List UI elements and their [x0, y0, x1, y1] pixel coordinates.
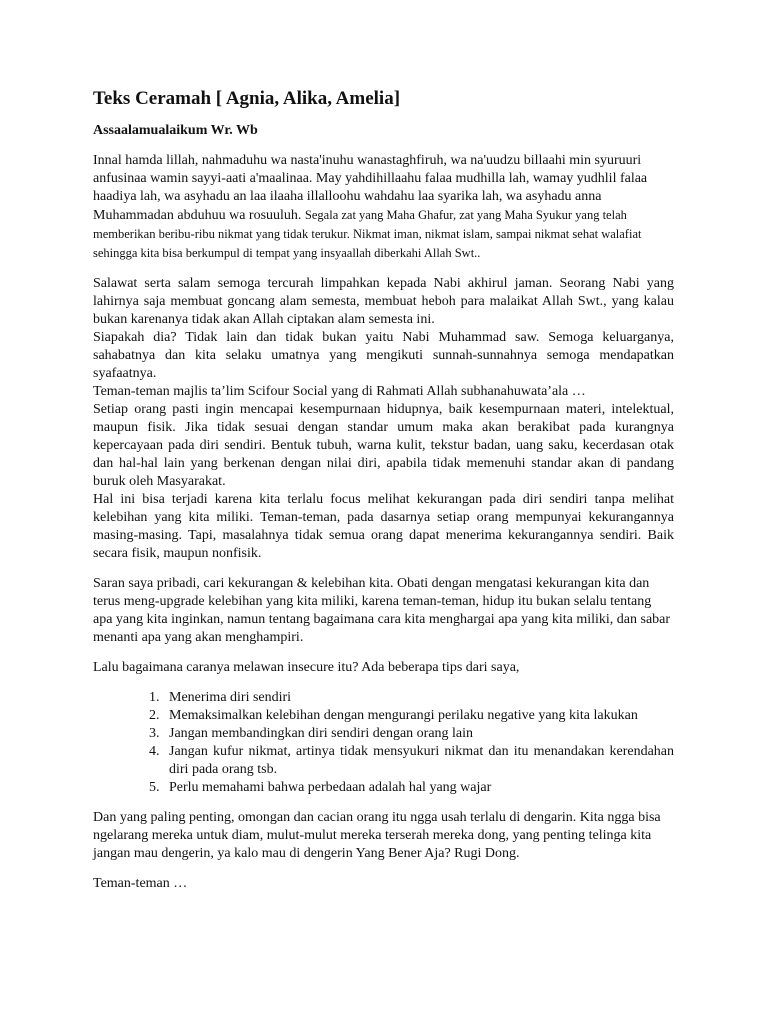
paragraph-dan: Dan yang paling penting, omongan dan cacian orang itu ngga usah terlalu di dengarin. Kita ngga bisa ngelarang mereka untuk diam, mulut-mulut mereka terserah mereka dong, yang penting telinga kita jangan mau dengerin, ya kalo mau di dengerin Yang Bener Aja? Rugi Dong. — [93, 810, 661, 861]
list-item: 3. Jangan membandingkan diri sendiri dengan orang lain — [163, 725, 674, 743]
paragraph-setiap: Setiap orang pasti ingin mencapai kesempurnaan hidupnya, baik kesempurnaan materi, intelektual, maupun fisik. Jika tidak sesuai dengan standar umum maka akan berakibat pada kurangnya kepercayaan pada diri sendiri. Bentuk tubuh, warna kulit, tekstur badan, uang saku, kecerdasan otak dan hal-hal lain yang berkenan dengan nilai diri, apabila tidak memenuhi standar akan di pandang buruk oleh Masyarakat. — [93, 402, 674, 489]
paragraph-salawat: Salawat serta salam semoga tercurah limpahkan kepada Nabi akhirul jaman. Seorang Nabi yang lahirnya saja membuat goncang alam semesta, membuat heboh para malaikat Allah Swt., yang kalau bukan karenanya tidak akan Allah ciptakan alam semesta ini. — [93, 276, 674, 327]
intro-main-text: Innal hamda lillah, nahmaduhu wa nasta'inuhu wanastaghfiruh, wa na'uudzu billaahi min syuruuri anfusinaa wamin sayyi-aati a'maalinaa. May yahdihillaahu falaa mudhilla lah, wamay yudhlil falaa haadiya lah, wa asyhadu an laa ilaaha illalloohu wahdahu laa syarika lah, wa asyhadu anna Muhammadan abduhuu wa rosuuluh. — [93, 153, 648, 223]
paragraph-saran: Saran saya pribadi, cari kekurangan & kelebihan kita. Obati dengan mengatasi kekurangan kita dan terus meng-upgrade kelebihan yang kita miliki, karena teman-teman, hidup itu bukan selalu tentang apa yang kita inginkan, namun tentang bagaimana cara kita menghargai apa yang kita miliki, dan sabar menanti apa yang akan menghampiri. — [93, 576, 671, 645]
intro-small-text: Segala zat yang Maha Ghafur, zat yang Maha Syukur yang telah memberikan beribu-ribu nikmat yang tidak terukur. Nikmat iman, nikmat islam, sampai nikmat sehat walafiat sehingga kita bisa berkumpul di tempat yang insyaallah diberkahi Allah Swt.. — [93, 208, 642, 260]
tips-list — [93, 689, 674, 797]
list-item: 2. Memaksimalkan kelebihan dengan mengurangi perilaku negative yang kita lakukan — [163, 707, 674, 725]
greeting: Assaalamualaikum Wr. Wb — [93, 123, 258, 138]
paragraph-teman: Teman-teman majlis ta’lim Scifour Social yang di Rahmati Allah subhanahuwata’ala … — [93, 384, 586, 399]
paragraph-lalu: Lalu bagaimana caranya melawan insecure itu? Ada beberapa tips dari saya, — [93, 660, 520, 675]
paragraph-closing: Teman-teman … — [93, 876, 188, 891]
paragraph-siapakah: Siapakah dia? Tidak lain dan tidak bukan yaitu Nabi Muhammad saw. Semoga keluarganya, sahabatnya dan kita selaku umatnya yang mengikuti sunnah-sunnahnya semoga mendapatkan syafaatnya. — [93, 330, 674, 381]
list-item: 4. Jangan kufur nikmat, artinya tidak mensyukuri nikmat dan itu menandakan kerendahan diri pada orang tsb. — [163, 743, 674, 779]
document-title: Teks Ceramah [ Agnia, Alika, Amelia] — [93, 88, 401, 109]
intro-paragraph — [93, 152, 674, 263]
list-item: 5. Perlu memahami bahwa perbedaan adalah hal yang wajar — [163, 779, 674, 797]
paragraph-hal-ini: Hal ini bisa terjadi karena kita terlalu focus melihat kekurangan pada diri sendiri tanpa melihat kelebihan yang kita miliki. Teman-teman, pada dasarnya setiap orang mempunyai kekurangannya masing-masing. Tapi, masalahnya tidak semua orang dapat menerima kekurangannya sendiri. Baik secara fisik, maupun nonfisik. — [93, 492, 674, 561]
list-item: 1. Menerima diri sendiri — [163, 689, 674, 707]
